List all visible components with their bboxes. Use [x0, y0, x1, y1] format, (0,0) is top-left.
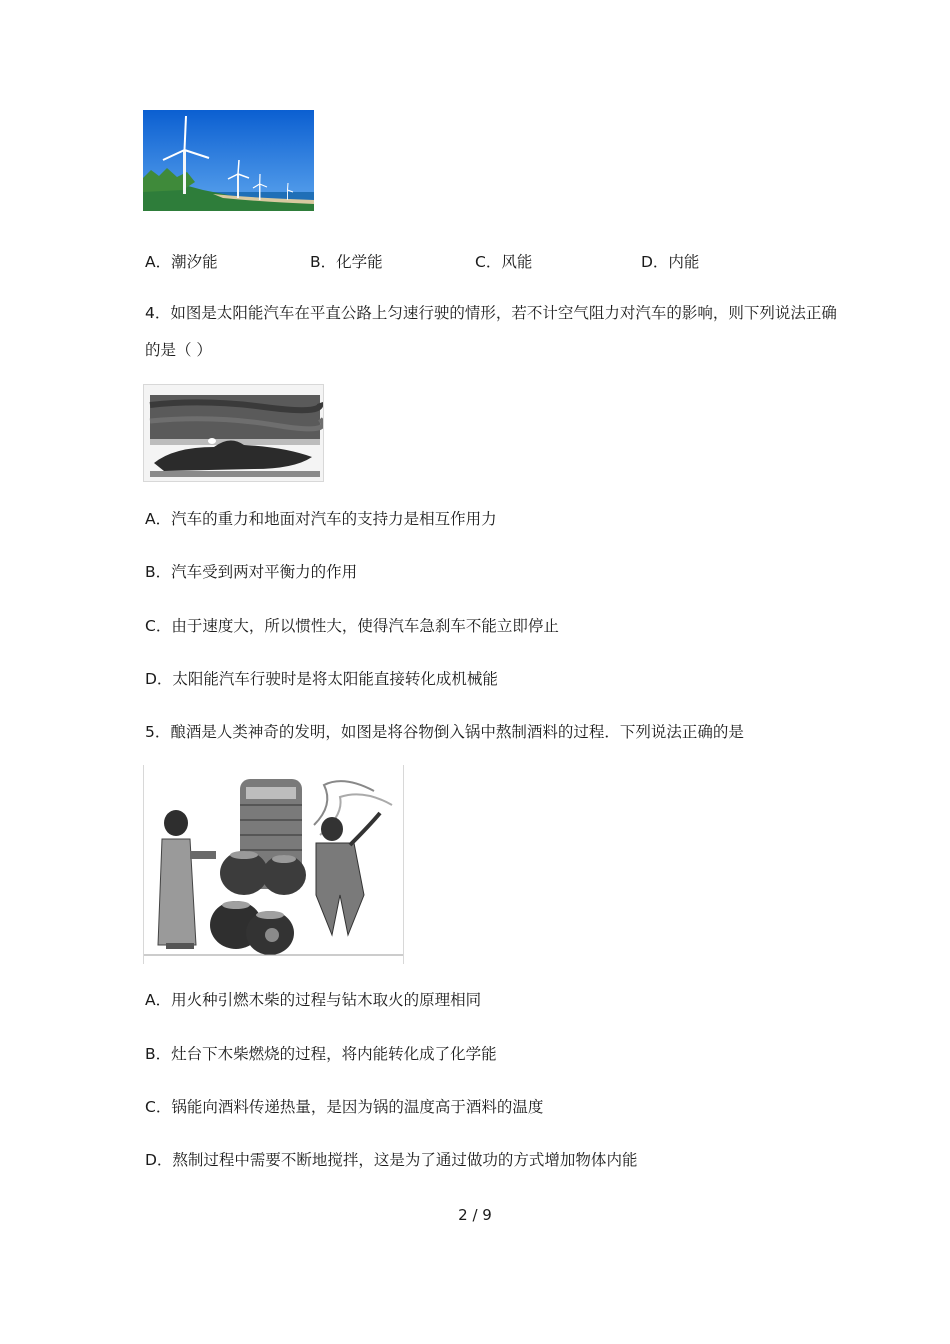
q4-option-c: C．由于速度大，所以惯性大，使得汽车急刹车不能立即停止: [145, 617, 559, 635]
q4-option-a: A．汽车的重力和地面对汽车的支持力是相互作用力: [145, 510, 497, 528]
q5-option-d: D．熬制过程中需要不断地搅拌，这是为了通过做功的方式增加物体内能: [145, 1151, 638, 1169]
wind-turbine-photo: [143, 110, 314, 211]
q4-stem-line2: 的是（ ）: [145, 341, 212, 359]
q3-option-b: B．化学能: [310, 253, 383, 271]
wine-brewing-illustration: [143, 765, 404, 964]
q3-option-c: C．风能: [475, 253, 533, 271]
page-number: 2 / 9: [458, 1206, 492, 1224]
q5-option-b: B．灶台下木柴燃烧的过程，将内能转化成了化学能: [145, 1045, 497, 1063]
q5-option-a: A．用火种引燃木柴的过程与钻木取火的原理相同: [145, 991, 482, 1009]
q3-option-d: D．内能: [641, 253, 700, 271]
q3-option-a: A．潮汐能: [145, 253, 218, 271]
q4-option-b: B．汽车受到两对平衡力的作用: [145, 563, 358, 581]
q4-option-d: D．太阳能汽车行驶时是将太阳能直接转化成机械能: [145, 670, 498, 688]
q5-option-c: C．锅能向酒料传递热量，是因为锅的温度高于酒料的温度: [145, 1098, 544, 1116]
q4-stem-line1: 4．如图是太阳能汽车在平直公路上匀速行驶的情形，若不计空气阻力对汽车的影响，则下列说法正确: [145, 304, 837, 322]
solar-car-photo: [143, 384, 324, 482]
q5-stem: 5．酿酒是人类神奇的发明，如图是将谷物倒入锅中熬制酒料的过程．下列说法正确的是: [145, 723, 744, 741]
